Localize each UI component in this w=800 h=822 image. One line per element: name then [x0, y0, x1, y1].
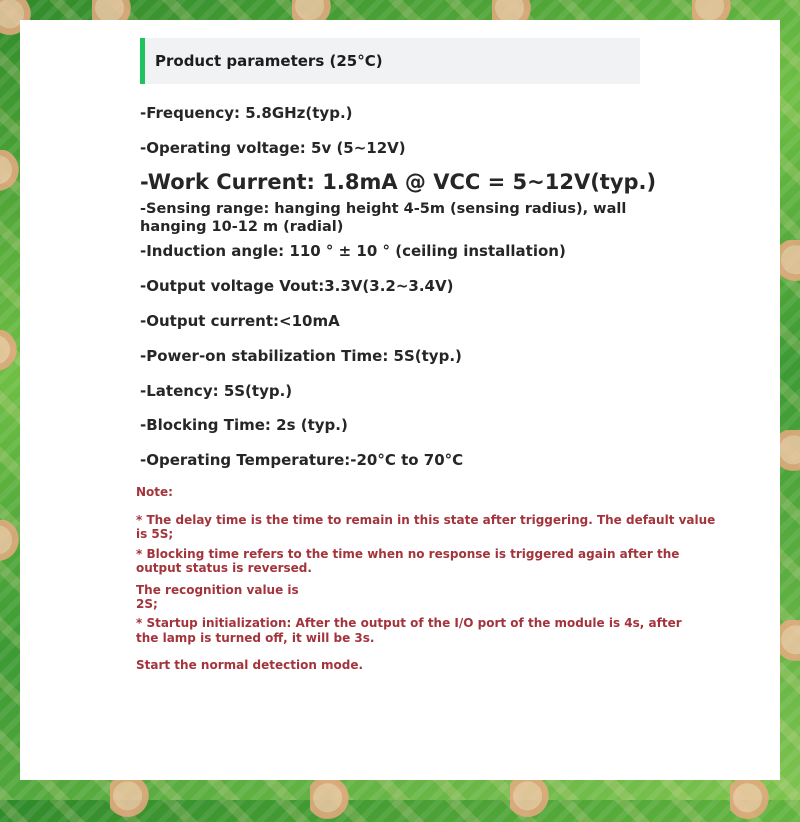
border-tile [778, 620, 800, 664]
border-tile [778, 240, 800, 284]
border-tile [0, 330, 22, 374]
section-header [140, 38, 640, 84]
note-blocking-line2: output status is reversed. [136, 561, 312, 575]
note-startup-line1: * Startup initialization: After the output of the I/O port of the module is 4s, after [136, 616, 682, 630]
param-output-current: -Output current:<10mA [140, 312, 340, 330]
section-title: Product parameters (25°C) [155, 52, 383, 70]
note-recognition-line1: The recognition value is [136, 583, 299, 597]
note-recognition-line2: 2S; [136, 597, 158, 611]
param-frequency: -Frequency: 5.8GHz(typ.) [140, 104, 353, 122]
param-power-on-time: -Power-on stabilization Time: 5S(typ.) [140, 347, 462, 365]
param-sensing-range: -Sensing range: hanging height 4-5m (sensing radius), wall hanging 10-12 m (radial) [140, 201, 627, 235]
border-tile [110, 776, 154, 820]
note-delay-line2: is 5S; [136, 527, 174, 541]
note-heading: Note: [136, 485, 173, 499]
param-latency: -Latency: 5S(typ.) [140, 382, 293, 400]
spec-card [20, 20, 780, 780]
param-output-voltage: -Output voltage Vout:3.3V(3.2~3.4V) [140, 277, 454, 295]
note-detection-mode: Start the normal detection mode. [136, 658, 364, 672]
param-operating-voltage: -Operating voltage: 5v (5~12V) [140, 139, 406, 157]
border-tile [310, 778, 354, 822]
param-work-current: -Work Current: 1.8mA @ VCC = 5~12V(typ.) [140, 170, 657, 194]
param-induction-angle: -Induction angle: 110 ° ± 10 ° (ceiling installation) [140, 242, 566, 260]
param-operating-temperature: -Operating Temperature:-20°C to 70°C [140, 451, 464, 469]
note-startup-line2: the lamp is turned off, it will be 3s. [136, 631, 375, 645]
note-blocking-line1: * Blocking time refers to the time when no response is triggered again after the [136, 547, 680, 561]
border-tile [730, 778, 774, 822]
param-blocking-time: -Blocking Time: 2s (typ.) [140, 416, 348, 434]
border-tile [510, 776, 554, 820]
note-delay-line1: * The delay time is the time to remain in this state after triggering. The default value [136, 513, 716, 527]
